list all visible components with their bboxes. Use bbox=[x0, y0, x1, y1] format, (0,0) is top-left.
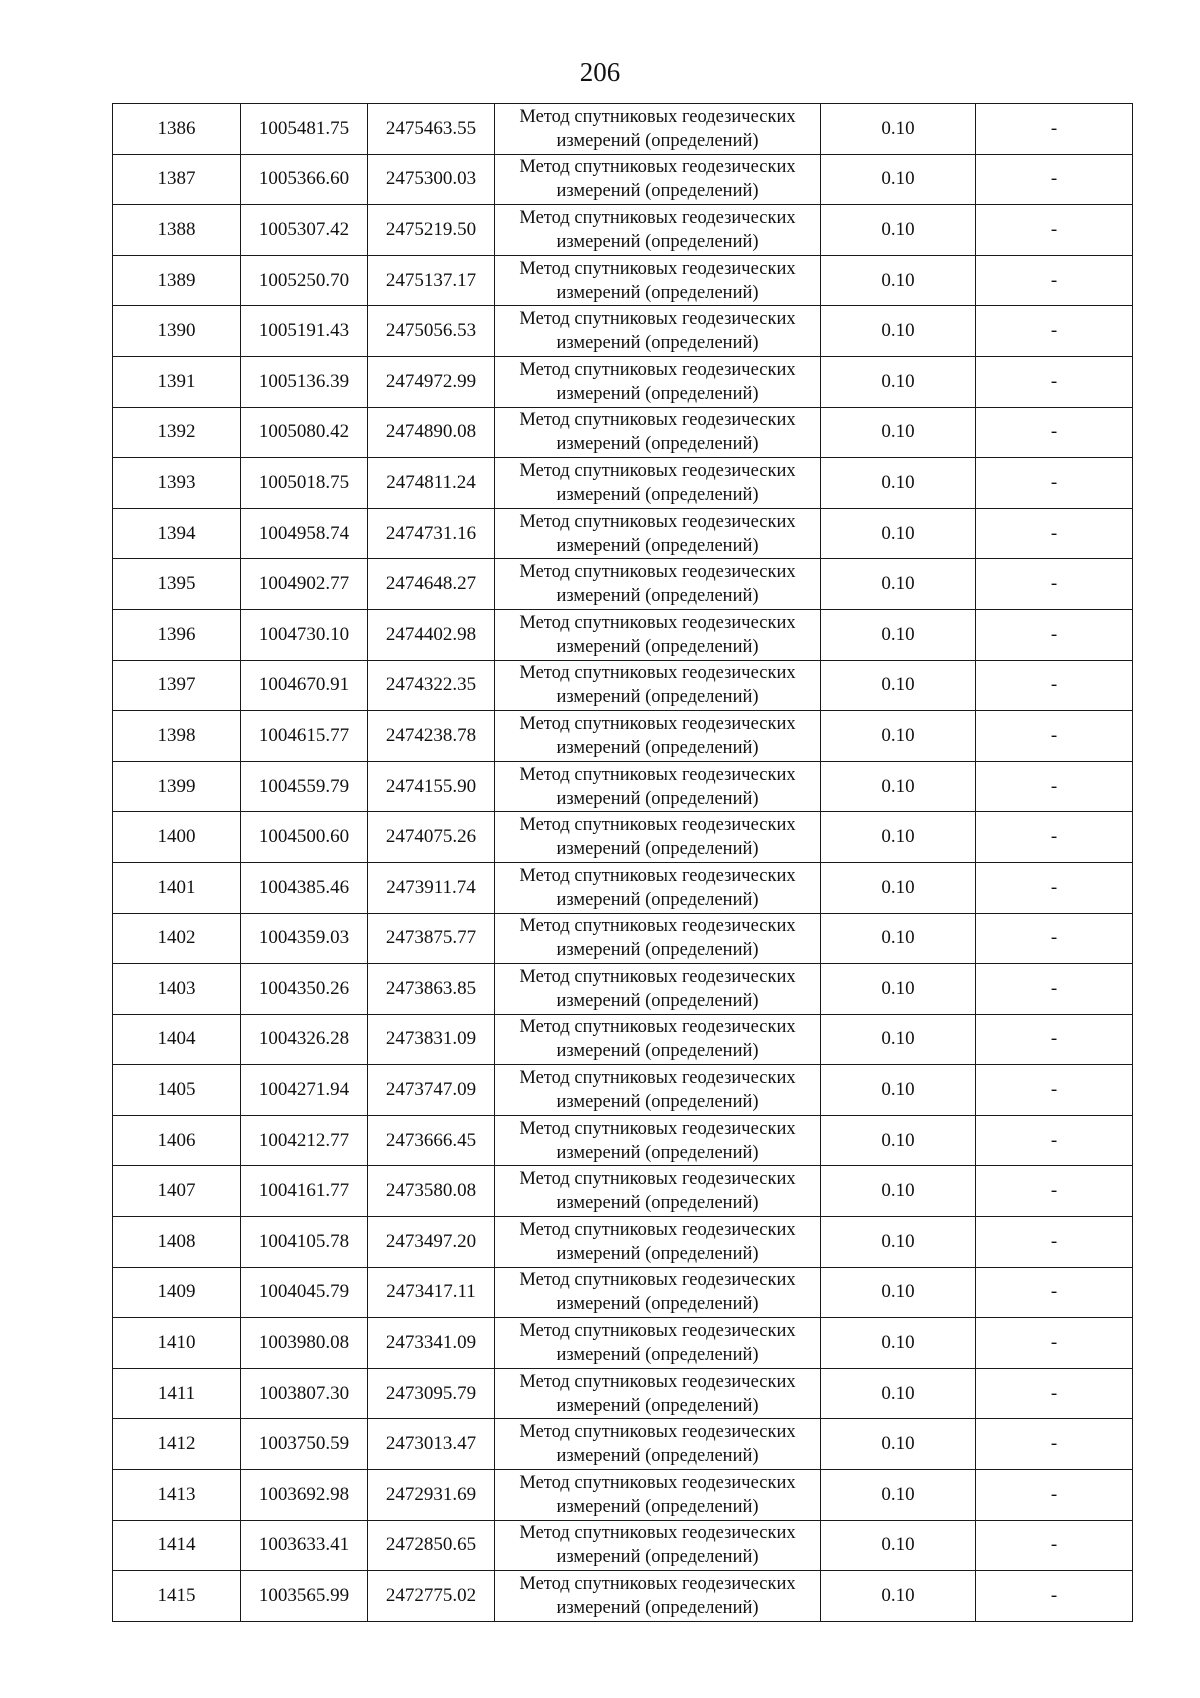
method-cell: Метод спутниковых геодезических измерений (определений) bbox=[495, 660, 821, 711]
y-coordinate-cell: 2473875.77 bbox=[368, 913, 495, 964]
y-coordinate-cell: 2473497.20 bbox=[368, 1217, 495, 1268]
y-coordinate-cell: 2475300.03 bbox=[368, 154, 495, 205]
y-coordinate-cell: 2474972.99 bbox=[368, 356, 495, 407]
x-coordinate-cell: 1005080.42 bbox=[241, 407, 368, 458]
method-cell: Метод спутниковых геодезических измерений (определений) bbox=[495, 711, 821, 762]
point-number-cell: 1396 bbox=[113, 609, 241, 660]
table-row bbox=[113, 205, 1133, 256]
table-row bbox=[113, 1368, 1133, 1419]
x-coordinate-cell: 1003750.59 bbox=[241, 1419, 368, 1470]
x-coordinate-cell: 1005366.60 bbox=[241, 154, 368, 205]
method-cell: Метод спутниковых геодезических измерений (определений) bbox=[495, 812, 821, 863]
point-number-cell: 1392 bbox=[113, 407, 241, 458]
point-number-cell: 1413 bbox=[113, 1470, 241, 1521]
note-cell: - bbox=[976, 104, 1133, 155]
point-number-cell: 1390 bbox=[113, 306, 241, 357]
y-coordinate-cell: 2474890.08 bbox=[368, 407, 495, 458]
note-cell: - bbox=[976, 508, 1133, 559]
accuracy-cell: 0.10 bbox=[821, 1368, 976, 1419]
y-coordinate-cell: 2473580.08 bbox=[368, 1166, 495, 1217]
x-coordinate-cell: 1005481.75 bbox=[241, 104, 368, 155]
accuracy-cell: 0.10 bbox=[821, 1419, 976, 1470]
x-coordinate-cell: 1004212.77 bbox=[241, 1115, 368, 1166]
x-coordinate-cell: 1004385.46 bbox=[241, 862, 368, 913]
accuracy-cell: 0.10 bbox=[821, 660, 976, 711]
x-coordinate-cell: 1004105.78 bbox=[241, 1217, 368, 1268]
note-cell: - bbox=[976, 154, 1133, 205]
x-coordinate-cell: 1003980.08 bbox=[241, 1318, 368, 1369]
y-coordinate-cell: 2473417.11 bbox=[368, 1267, 495, 1318]
x-coordinate-cell: 1004670.91 bbox=[241, 660, 368, 711]
method-cell: Метод спутниковых геодезических измерений (определений) bbox=[495, 1267, 821, 1318]
table-row bbox=[113, 255, 1133, 306]
y-coordinate-cell: 2473911.74 bbox=[368, 862, 495, 913]
note-cell: - bbox=[976, 1571, 1133, 1622]
accuracy-cell: 0.10 bbox=[821, 1065, 976, 1116]
method-cell: Метод спутниковых геодезических измерений (определений) bbox=[495, 1571, 821, 1622]
point-number-cell: 1386 bbox=[113, 104, 241, 155]
method-cell: Метод спутниковых геодезических измерений (определений) bbox=[495, 508, 821, 559]
accuracy-cell: 0.10 bbox=[821, 508, 976, 559]
method-cell: Метод спутниковых геодезических измерений (определений) bbox=[495, 913, 821, 964]
accuracy-cell: 0.10 bbox=[821, 913, 976, 964]
y-coordinate-cell: 2474811.24 bbox=[368, 458, 495, 509]
y-coordinate-cell: 2475137.17 bbox=[368, 255, 495, 306]
y-coordinate-cell: 2474075.26 bbox=[368, 812, 495, 863]
y-coordinate-cell: 2473095.79 bbox=[368, 1368, 495, 1419]
point-number-cell: 1406 bbox=[113, 1115, 241, 1166]
note-cell: - bbox=[976, 964, 1133, 1015]
method-cell: Метод спутниковых геодезических измерений (определений) bbox=[495, 559, 821, 610]
note-cell: - bbox=[976, 458, 1133, 509]
table-row bbox=[113, 660, 1133, 711]
note-cell: - bbox=[976, 559, 1133, 610]
note-cell: - bbox=[976, 1267, 1133, 1318]
note-cell: - bbox=[976, 609, 1133, 660]
note-cell: - bbox=[976, 1217, 1133, 1268]
point-number-cell: 1404 bbox=[113, 1014, 241, 1065]
accuracy-cell: 0.10 bbox=[821, 154, 976, 205]
note-cell: - bbox=[976, 407, 1133, 458]
accuracy-cell: 0.10 bbox=[821, 306, 976, 357]
method-cell: Метод спутниковых геодезических измерений (определений) bbox=[495, 356, 821, 407]
method-cell: Метод спутниковых геодезических измерений (определений) bbox=[495, 609, 821, 660]
accuracy-cell: 0.10 bbox=[821, 761, 976, 812]
note-cell: - bbox=[976, 913, 1133, 964]
point-number-cell: 1399 bbox=[113, 761, 241, 812]
note-cell: - bbox=[976, 1014, 1133, 1065]
note-cell: - bbox=[976, 711, 1133, 762]
table-row bbox=[113, 1470, 1133, 1521]
x-coordinate-cell: 1004359.03 bbox=[241, 913, 368, 964]
method-cell: Метод спутниковых геодезических измерений (определений) bbox=[495, 862, 821, 913]
method-cell: Метод спутниковых геодезических измерений (определений) bbox=[495, 964, 821, 1015]
x-coordinate-cell: 1004271.94 bbox=[241, 1065, 368, 1116]
y-coordinate-cell: 2474238.78 bbox=[368, 711, 495, 762]
note-cell: - bbox=[976, 1166, 1133, 1217]
y-coordinate-cell: 2472850.65 bbox=[368, 1520, 495, 1571]
table-row bbox=[113, 862, 1133, 913]
x-coordinate-cell: 1004902.77 bbox=[241, 559, 368, 610]
accuracy-cell: 0.10 bbox=[821, 1014, 976, 1065]
note-cell: - bbox=[976, 862, 1133, 913]
accuracy-cell: 0.10 bbox=[821, 964, 976, 1015]
method-cell: Метод спутниковых геодезических измерений (определений) bbox=[495, 1115, 821, 1166]
table-row bbox=[113, 407, 1133, 458]
note-cell: - bbox=[976, 812, 1133, 863]
x-coordinate-cell: 1005018.75 bbox=[241, 458, 368, 509]
table-row bbox=[113, 1217, 1133, 1268]
y-coordinate-cell: 2474402.98 bbox=[368, 609, 495, 660]
table-row bbox=[113, 1065, 1133, 1116]
accuracy-cell: 0.10 bbox=[821, 609, 976, 660]
y-coordinate-cell: 2473831.09 bbox=[368, 1014, 495, 1065]
x-coordinate-cell: 1005136.39 bbox=[241, 356, 368, 407]
note-cell: - bbox=[976, 761, 1133, 812]
method-cell: Метод спутниковых геодезических измерений (определений) bbox=[495, 154, 821, 205]
method-cell: Метод спутниковых геодезических измерений (определений) bbox=[495, 1014, 821, 1065]
table-row bbox=[113, 812, 1133, 863]
point-number-cell: 1388 bbox=[113, 205, 241, 256]
y-coordinate-cell: 2475219.50 bbox=[368, 205, 495, 256]
method-cell: Метод спутниковых геодезических измерений (определений) bbox=[495, 1520, 821, 1571]
x-coordinate-cell: 1004958.74 bbox=[241, 508, 368, 559]
y-coordinate-cell: 2472931.69 bbox=[368, 1470, 495, 1521]
note-cell: - bbox=[976, 1470, 1133, 1521]
accuracy-cell: 0.10 bbox=[821, 862, 976, 913]
point-number-cell: 1414 bbox=[113, 1520, 241, 1571]
table-row bbox=[113, 1115, 1133, 1166]
accuracy-cell: 0.10 bbox=[821, 1166, 976, 1217]
y-coordinate-cell: 2473666.45 bbox=[368, 1115, 495, 1166]
note-cell: - bbox=[976, 356, 1133, 407]
accuracy-cell: 0.10 bbox=[821, 104, 976, 155]
method-cell: Метод спутниковых геодезических измерений (определений) bbox=[495, 1166, 821, 1217]
note-cell: - bbox=[976, 1065, 1133, 1116]
accuracy-cell: 0.10 bbox=[821, 407, 976, 458]
accuracy-cell: 0.10 bbox=[821, 458, 976, 509]
point-number-cell: 1407 bbox=[113, 1166, 241, 1217]
x-coordinate-cell: 1005307.42 bbox=[241, 205, 368, 256]
x-coordinate-cell: 1004615.77 bbox=[241, 711, 368, 762]
y-coordinate-cell: 2472775.02 bbox=[368, 1571, 495, 1622]
note-cell: - bbox=[976, 1419, 1133, 1470]
y-coordinate-cell: 2473341.09 bbox=[368, 1318, 495, 1369]
point-number-cell: 1410 bbox=[113, 1318, 241, 1369]
table-row bbox=[113, 154, 1133, 205]
method-cell: Метод спутниковых геодезических измерений (определений) bbox=[495, 458, 821, 509]
y-coordinate-cell: 2474155.90 bbox=[368, 761, 495, 812]
coordinates-table bbox=[112, 103, 1133, 1622]
accuracy-cell: 0.10 bbox=[821, 1470, 976, 1521]
point-number-cell: 1387 bbox=[113, 154, 241, 205]
accuracy-cell: 0.10 bbox=[821, 356, 976, 407]
y-coordinate-cell: 2473013.47 bbox=[368, 1419, 495, 1470]
accuracy-cell: 0.10 bbox=[821, 1267, 976, 1318]
table-row bbox=[113, 1318, 1133, 1369]
table-row bbox=[113, 761, 1133, 812]
y-coordinate-cell: 2474731.16 bbox=[368, 508, 495, 559]
x-coordinate-cell: 1003692.98 bbox=[241, 1470, 368, 1521]
table-row bbox=[113, 508, 1133, 559]
x-coordinate-cell: 1003633.41 bbox=[241, 1520, 368, 1571]
note-cell: - bbox=[976, 1115, 1133, 1166]
accuracy-cell: 0.10 bbox=[821, 812, 976, 863]
point-number-cell: 1415 bbox=[113, 1571, 241, 1622]
x-coordinate-cell: 1005191.43 bbox=[241, 306, 368, 357]
method-cell: Метод спутниковых геодезических измерений (определений) bbox=[495, 1470, 821, 1521]
coordinates-table-body bbox=[113, 104, 1133, 1622]
note-cell: - bbox=[976, 660, 1133, 711]
x-coordinate-cell: 1004500.60 bbox=[241, 812, 368, 863]
point-number-cell: 1398 bbox=[113, 711, 241, 762]
table-row bbox=[113, 306, 1133, 357]
table-row bbox=[113, 913, 1133, 964]
point-number-cell: 1411 bbox=[113, 1368, 241, 1419]
table-row bbox=[113, 1166, 1133, 1217]
accuracy-cell: 0.10 bbox=[821, 559, 976, 610]
table-row bbox=[113, 559, 1133, 610]
point-number-cell: 1403 bbox=[113, 964, 241, 1015]
method-cell: Метод спутниковых геодезических измерений (определений) bbox=[495, 1419, 821, 1470]
point-number-cell: 1389 bbox=[113, 255, 241, 306]
y-coordinate-cell: 2473747.09 bbox=[368, 1065, 495, 1116]
method-cell: Метод спутниковых геодезических измерений (определений) bbox=[495, 104, 821, 155]
note-cell: - bbox=[976, 255, 1133, 306]
accuracy-cell: 0.10 bbox=[821, 255, 976, 306]
accuracy-cell: 0.10 bbox=[821, 205, 976, 256]
accuracy-cell: 0.10 bbox=[821, 711, 976, 762]
y-coordinate-cell: 2475463.55 bbox=[368, 104, 495, 155]
table-row bbox=[113, 1419, 1133, 1470]
table-row bbox=[113, 356, 1133, 407]
method-cell: Метод спутниковых геодезических измерений (определений) bbox=[495, 306, 821, 357]
point-number-cell: 1401 bbox=[113, 862, 241, 913]
method-cell: Метод спутниковых геодезических измерений (определений) bbox=[495, 1065, 821, 1116]
method-cell: Метод спутниковых геодезических измерений (определений) bbox=[495, 205, 821, 256]
y-coordinate-cell: 2475056.53 bbox=[368, 306, 495, 357]
y-coordinate-cell: 2474322.35 bbox=[368, 660, 495, 711]
note-cell: - bbox=[976, 1368, 1133, 1419]
method-cell: Метод спутниковых геодезических измерений (определений) bbox=[495, 761, 821, 812]
point-number-cell: 1405 bbox=[113, 1065, 241, 1116]
table-row bbox=[113, 1520, 1133, 1571]
x-coordinate-cell: 1004350.26 bbox=[241, 964, 368, 1015]
table-row bbox=[113, 458, 1133, 509]
note-cell: - bbox=[976, 1520, 1133, 1571]
table-row bbox=[113, 609, 1133, 660]
x-coordinate-cell: 1003565.99 bbox=[241, 1571, 368, 1622]
accuracy-cell: 0.10 bbox=[821, 1115, 976, 1166]
method-cell: Метод спутниковых геодезических измерений (определений) bbox=[495, 255, 821, 306]
x-coordinate-cell: 1003807.30 bbox=[241, 1368, 368, 1419]
point-number-cell: 1397 bbox=[113, 660, 241, 711]
accuracy-cell: 0.10 bbox=[821, 1520, 976, 1571]
accuracy-cell: 0.10 bbox=[821, 1217, 976, 1268]
table-row bbox=[113, 1014, 1133, 1065]
point-number-cell: 1409 bbox=[113, 1267, 241, 1318]
point-number-cell: 1408 bbox=[113, 1217, 241, 1268]
point-number-cell: 1391 bbox=[113, 356, 241, 407]
x-coordinate-cell: 1004326.28 bbox=[241, 1014, 368, 1065]
x-coordinate-cell: 1004045.79 bbox=[241, 1267, 368, 1318]
point-number-cell: 1400 bbox=[113, 812, 241, 863]
table-row bbox=[113, 104, 1133, 155]
table-row bbox=[113, 1267, 1133, 1318]
x-coordinate-cell: 1005250.70 bbox=[241, 255, 368, 306]
x-coordinate-cell: 1004730.10 bbox=[241, 609, 368, 660]
y-coordinate-cell: 2473863.85 bbox=[368, 964, 495, 1015]
method-cell: Метод спутниковых геодезических измерений (определений) bbox=[495, 1318, 821, 1369]
accuracy-cell: 0.10 bbox=[821, 1318, 976, 1369]
point-number-cell: 1395 bbox=[113, 559, 241, 610]
page-number: 206 bbox=[579, 57, 621, 87]
x-coordinate-cell: 1004161.77 bbox=[241, 1166, 368, 1217]
note-cell: - bbox=[976, 1318, 1133, 1369]
method-cell: Метод спутниковых геодезических измерений (определений) bbox=[495, 1217, 821, 1268]
x-coordinate-cell: 1004559.79 bbox=[241, 761, 368, 812]
point-number-cell: 1402 bbox=[113, 913, 241, 964]
note-cell: - bbox=[976, 306, 1133, 357]
method-cell: Метод спутниковых геодезических измерений (определений) bbox=[495, 407, 821, 458]
point-number-cell: 1412 bbox=[113, 1419, 241, 1470]
note-cell: - bbox=[976, 205, 1133, 256]
table-row bbox=[113, 964, 1133, 1015]
table-row bbox=[113, 1571, 1133, 1622]
point-number-cell: 1394 bbox=[113, 508, 241, 559]
point-number-cell: 1393 bbox=[113, 458, 241, 509]
accuracy-cell: 0.10 bbox=[821, 1571, 976, 1622]
method-cell: Метод спутниковых геодезических измерений (определений) bbox=[495, 1368, 821, 1419]
y-coordinate-cell: 2474648.27 bbox=[368, 559, 495, 610]
table-row bbox=[113, 711, 1133, 762]
